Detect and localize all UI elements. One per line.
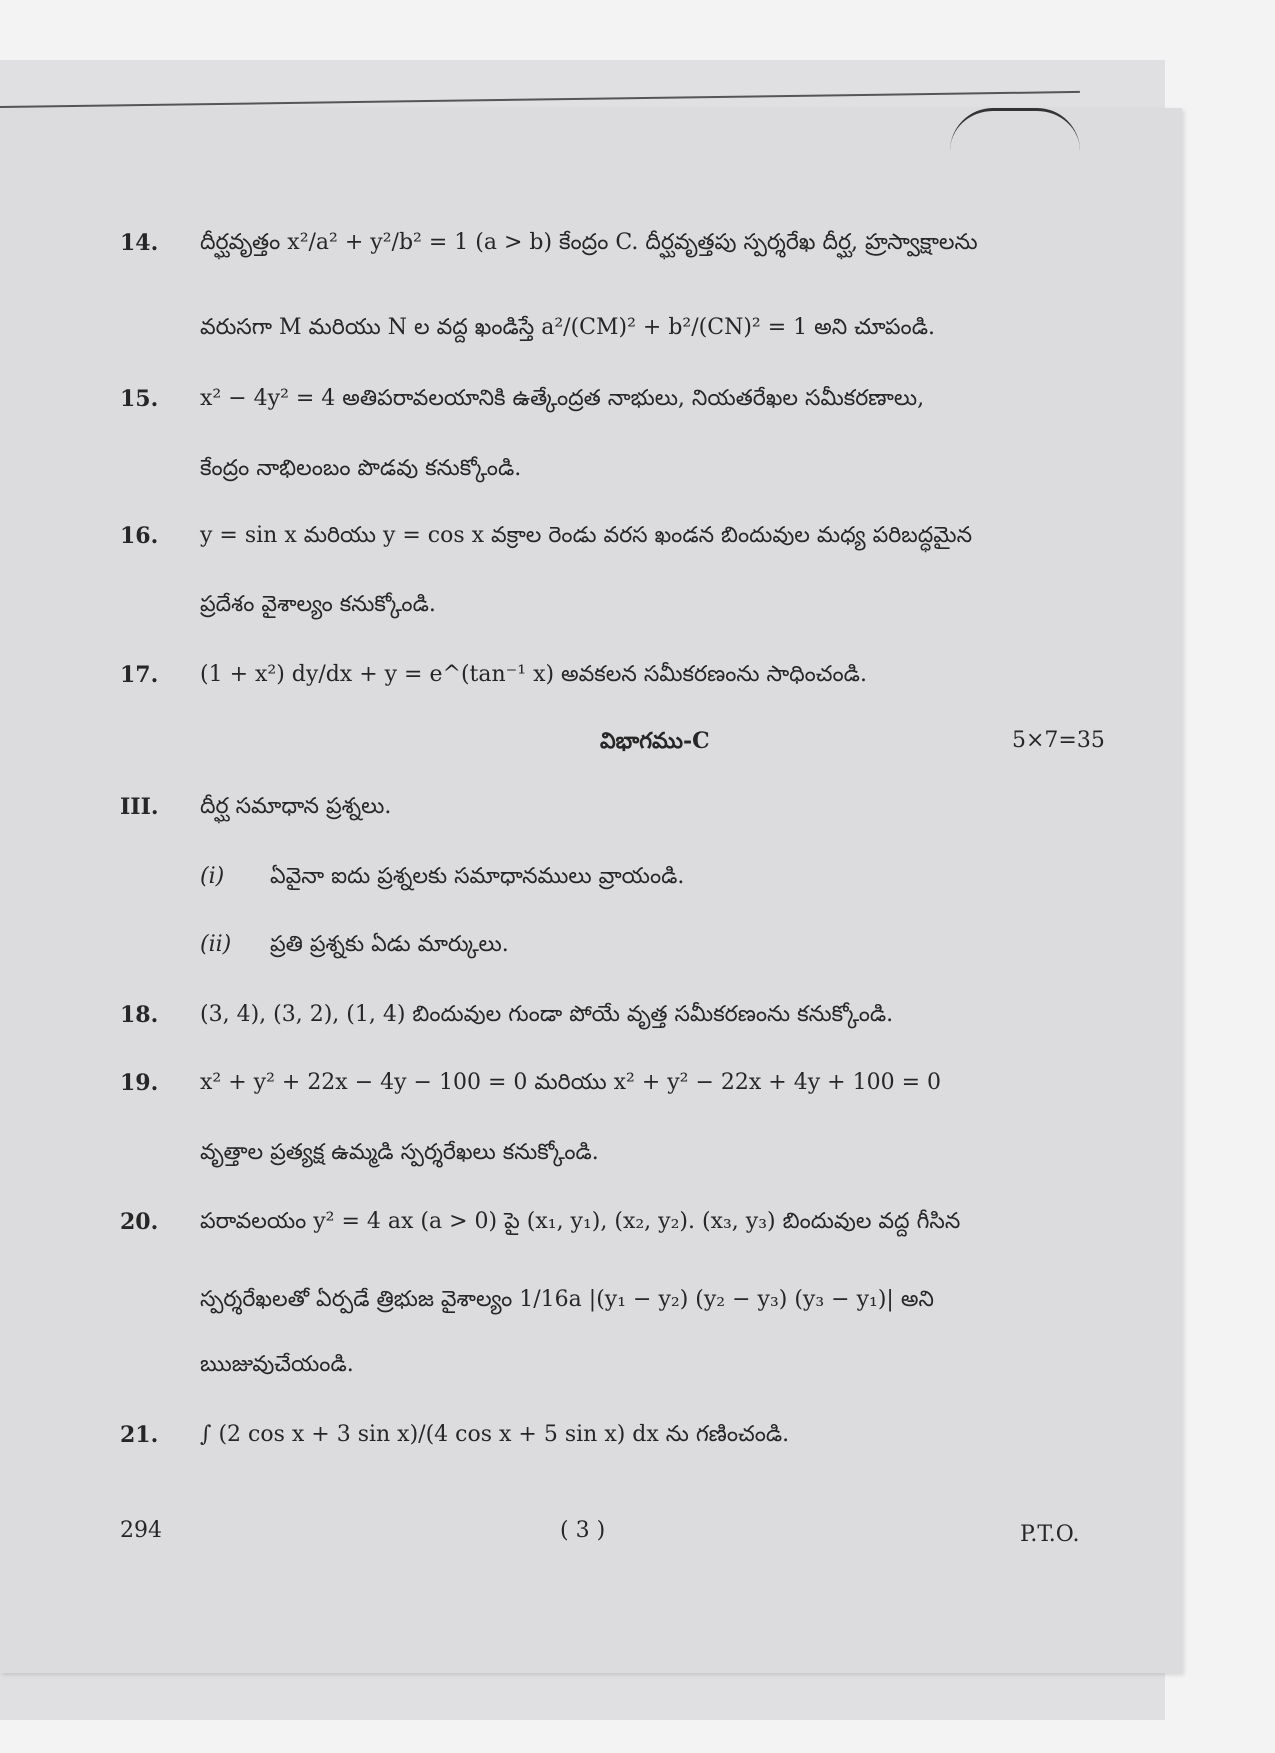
question-number: 21. — [120, 1422, 159, 1448]
pto-label: P.T.O. — [1020, 1522, 1080, 1547]
section-number: III. — [120, 794, 159, 820]
instruction-label: (i) — [200, 864, 225, 889]
page-number: ( 3 ) — [560, 1518, 606, 1543]
paper-corner-arc — [950, 108, 1080, 151]
instruction-text: ఏవైనా ఐదు ప్రశ్నలకు సమాధానములు వ్రాయండి. — [270, 864, 685, 889]
section-marks: 5×7=35 — [1012, 728, 1105, 753]
question-number: 18. — [120, 1002, 159, 1028]
question-text: వృత్తాల ప్రత్యక్ష ఉమ్మడి స్పర్శరేఖలు కనుక్కోండి. — [200, 1140, 599, 1165]
question-text: (1 + x²) dy/dx + y = e^(tan⁻¹ x) అవకలన సమీకరణంను సాధించండి. — [200, 662, 867, 687]
question-text: x² − 4y² = 4 అతిపరావలయానికి ఉత్కేంద్రత నాభులు, నియతరేఖల సమీకరణాలు, — [200, 386, 925, 411]
question-text: ప్రదేశం వైశాల్యం కనుక్కోండి. — [200, 592, 436, 617]
question-text: స్పర్శరేఖలతో ఏర్పడే త్రిభుజ వైశాల్యం 1/16a |(y₁ − y₂) (y₂ − y₃) (y₃ − y₁)| అని — [200, 1287, 934, 1312]
question-text: దీర్ఘవృత్తం x²/a² + y²/b² = 1 (a > b) కేంద్రం C. దీర్ఘవృత్తపు స్పర్శరేఖ దీర్ఘ, హ్రస్వాక్షాలను — [200, 230, 978, 255]
question-number: 16. — [120, 523, 159, 549]
question-text: ఋజువుచేయండి. — [200, 1352, 354, 1377]
question-number: 15. — [120, 386, 159, 412]
section-heading: విభాగము-C — [600, 728, 710, 754]
section-title: దీర్ఘ సమాధాన ప్రశ్నలు. — [200, 794, 392, 819]
instruction-text: ప్రతి ప్రశ్నకు ఏడు మార్కులు. — [270, 932, 509, 957]
paper-code: 294 — [120, 1518, 162, 1543]
question-text: y = sin x మరియు y = cos x వక్రాల రెండు వరస ఖండన బిందువుల మధ్య పరిబద్ధమైన — [200, 523, 973, 548]
question-text: వరుసగా M మరియు N ల వద్ద ఖండిస్తే a²/(CM)² + b²/(CN)² = 1 అని చూపండి. — [200, 315, 935, 340]
question-number: 20. — [120, 1209, 159, 1235]
question-number: 17. — [120, 662, 159, 688]
question-text: కేంద్రం నాభిలంబం పొడవు కనుక్కోండి. — [200, 456, 522, 481]
question-text: x² + y² + 22x − 4y − 100 = 0 మరియు x² + y² − 22x + 4y + 100 = 0 — [200, 1070, 941, 1095]
question-number: 14. — [120, 230, 159, 256]
question-text: పరావలయం y² = 4 ax (a > 0) పై (x₁, y₁), (x₂, y₂). (x₃, y₃) బిందువుల వద్ద గీసిన — [200, 1209, 961, 1234]
question-text: (3, 4), (3, 2), (1, 4) బిందువుల గుండా పోయే వృత్త సమీకరణంను కనుక్కోండి. — [200, 1002, 894, 1027]
question-number: 19. — [120, 1070, 159, 1096]
instruction-label: (ii) — [200, 932, 232, 957]
question-text: ∫ (2 cos x + 3 sin x)/(4 cos x + 5 sin x) dx ను గణించండి. — [200, 1422, 790, 1447]
